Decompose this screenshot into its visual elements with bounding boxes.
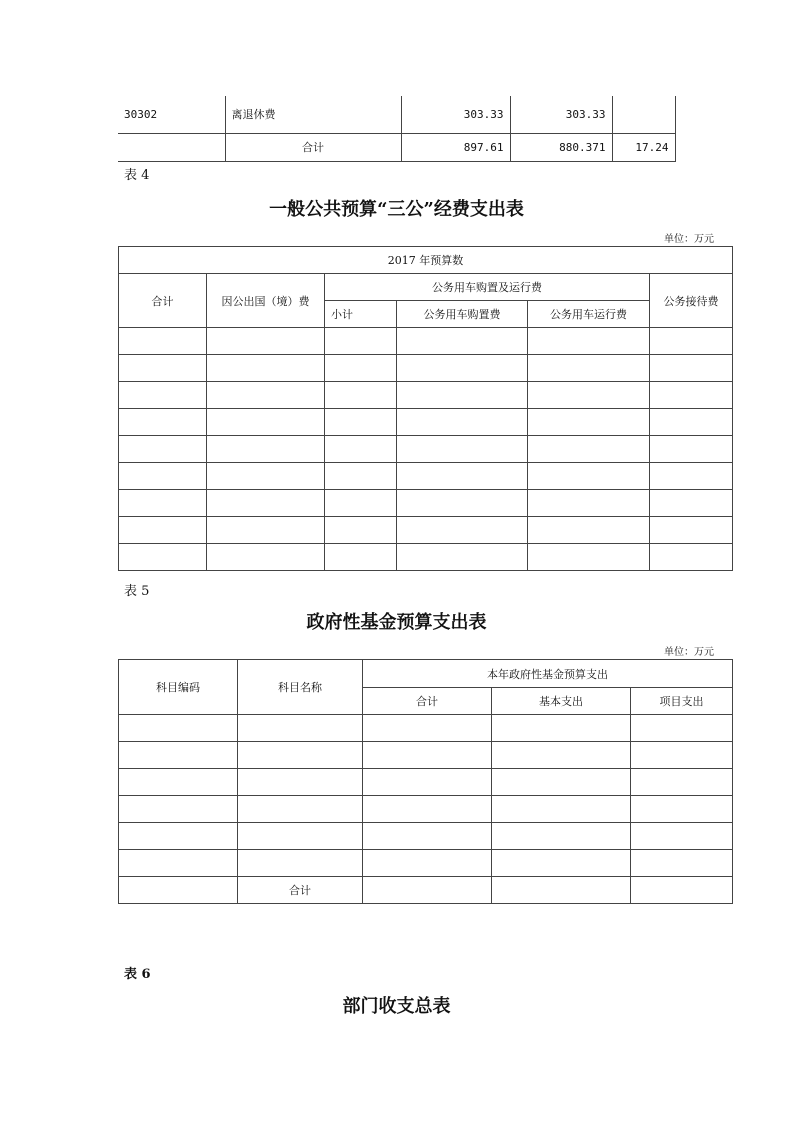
- table5-title: 政府性基金预算支出表: [306, 612, 487, 633]
- total-value-1: 897.61: [401, 133, 510, 161]
- table5-total-label: 合计: [238, 877, 363, 904]
- table-row: [119, 490, 733, 517]
- row-code: 30302: [118, 96, 225, 133]
- table4-col-total: 合计: [119, 274, 207, 328]
- table6-label: 表 6: [124, 967, 151, 982]
- table5-col-code: 科目编码: [119, 660, 238, 715]
- total-label: 合计: [225, 133, 401, 161]
- total-value-2: 880.371: [510, 133, 612, 161]
- continuation-table: [118, 96, 676, 162]
- row-value-2: 303.33: [510, 96, 612, 133]
- table4-col-subtotal: 小计: [325, 301, 397, 328]
- table-row: [119, 355, 733, 382]
- table-row: [119, 850, 733, 877]
- table4-title: 一般公共预算“三公”经费支出表: [269, 199, 524, 220]
- government-fund-table: [118, 659, 733, 904]
- table4-col-abroad: 因公出国（境）费: [207, 274, 325, 328]
- row-value-3: [612, 96, 675, 133]
- table5-total-value: [363, 877, 492, 904]
- table5-label: 表 5: [124, 584, 150, 599]
- table4-label: 表 4: [124, 168, 150, 183]
- table4-year-header: 2017 年预算数: [119, 247, 733, 274]
- table-row: [119, 715, 733, 742]
- table5-col-total: 合计: [363, 688, 492, 715]
- table-row: [119, 409, 733, 436]
- table-row: [119, 544, 733, 571]
- table4-col-purchase: 公务用车购置费: [397, 301, 528, 328]
- table-row: [119, 517, 733, 544]
- total-value-3: 17.24: [612, 133, 675, 161]
- table5-col-project: 项目支出: [631, 688, 733, 715]
- row-name: 离退休费: [225, 96, 401, 133]
- table4-unit: 单位：万元: [664, 234, 714, 245]
- table-row: [119, 769, 733, 796]
- table5-total-code-cell: [119, 877, 238, 904]
- table-row: [119, 463, 733, 490]
- table4-col-reception: 公务接待费: [650, 274, 733, 328]
- table-row: [119, 382, 733, 409]
- table5-col-name: 科目名称: [238, 660, 363, 715]
- row-value-1: 303.33: [401, 96, 510, 133]
- table4-col-operation: 公务用车运行费: [528, 301, 650, 328]
- table5-col-basic: 基本支出: [492, 688, 631, 715]
- table5-total-project: [631, 877, 733, 904]
- table4-col-vehicle-group: 公务用车购置及运行费: [325, 274, 650, 301]
- table6-title: 部门收支总表: [342, 996, 451, 1017]
- table-row: [119, 742, 733, 769]
- table-row: [119, 823, 733, 850]
- table-row: [119, 796, 733, 823]
- three-public-expense-table: [118, 246, 733, 571]
- table5-unit: 单位：万元: [664, 647, 714, 658]
- table-row: [119, 328, 733, 355]
- table5-col-group: 本年政府性基金预算支出: [363, 660, 733, 688]
- table5-total-basic: [492, 877, 631, 904]
- table-row: [119, 436, 733, 463]
- total-code-cell: [118, 133, 225, 161]
